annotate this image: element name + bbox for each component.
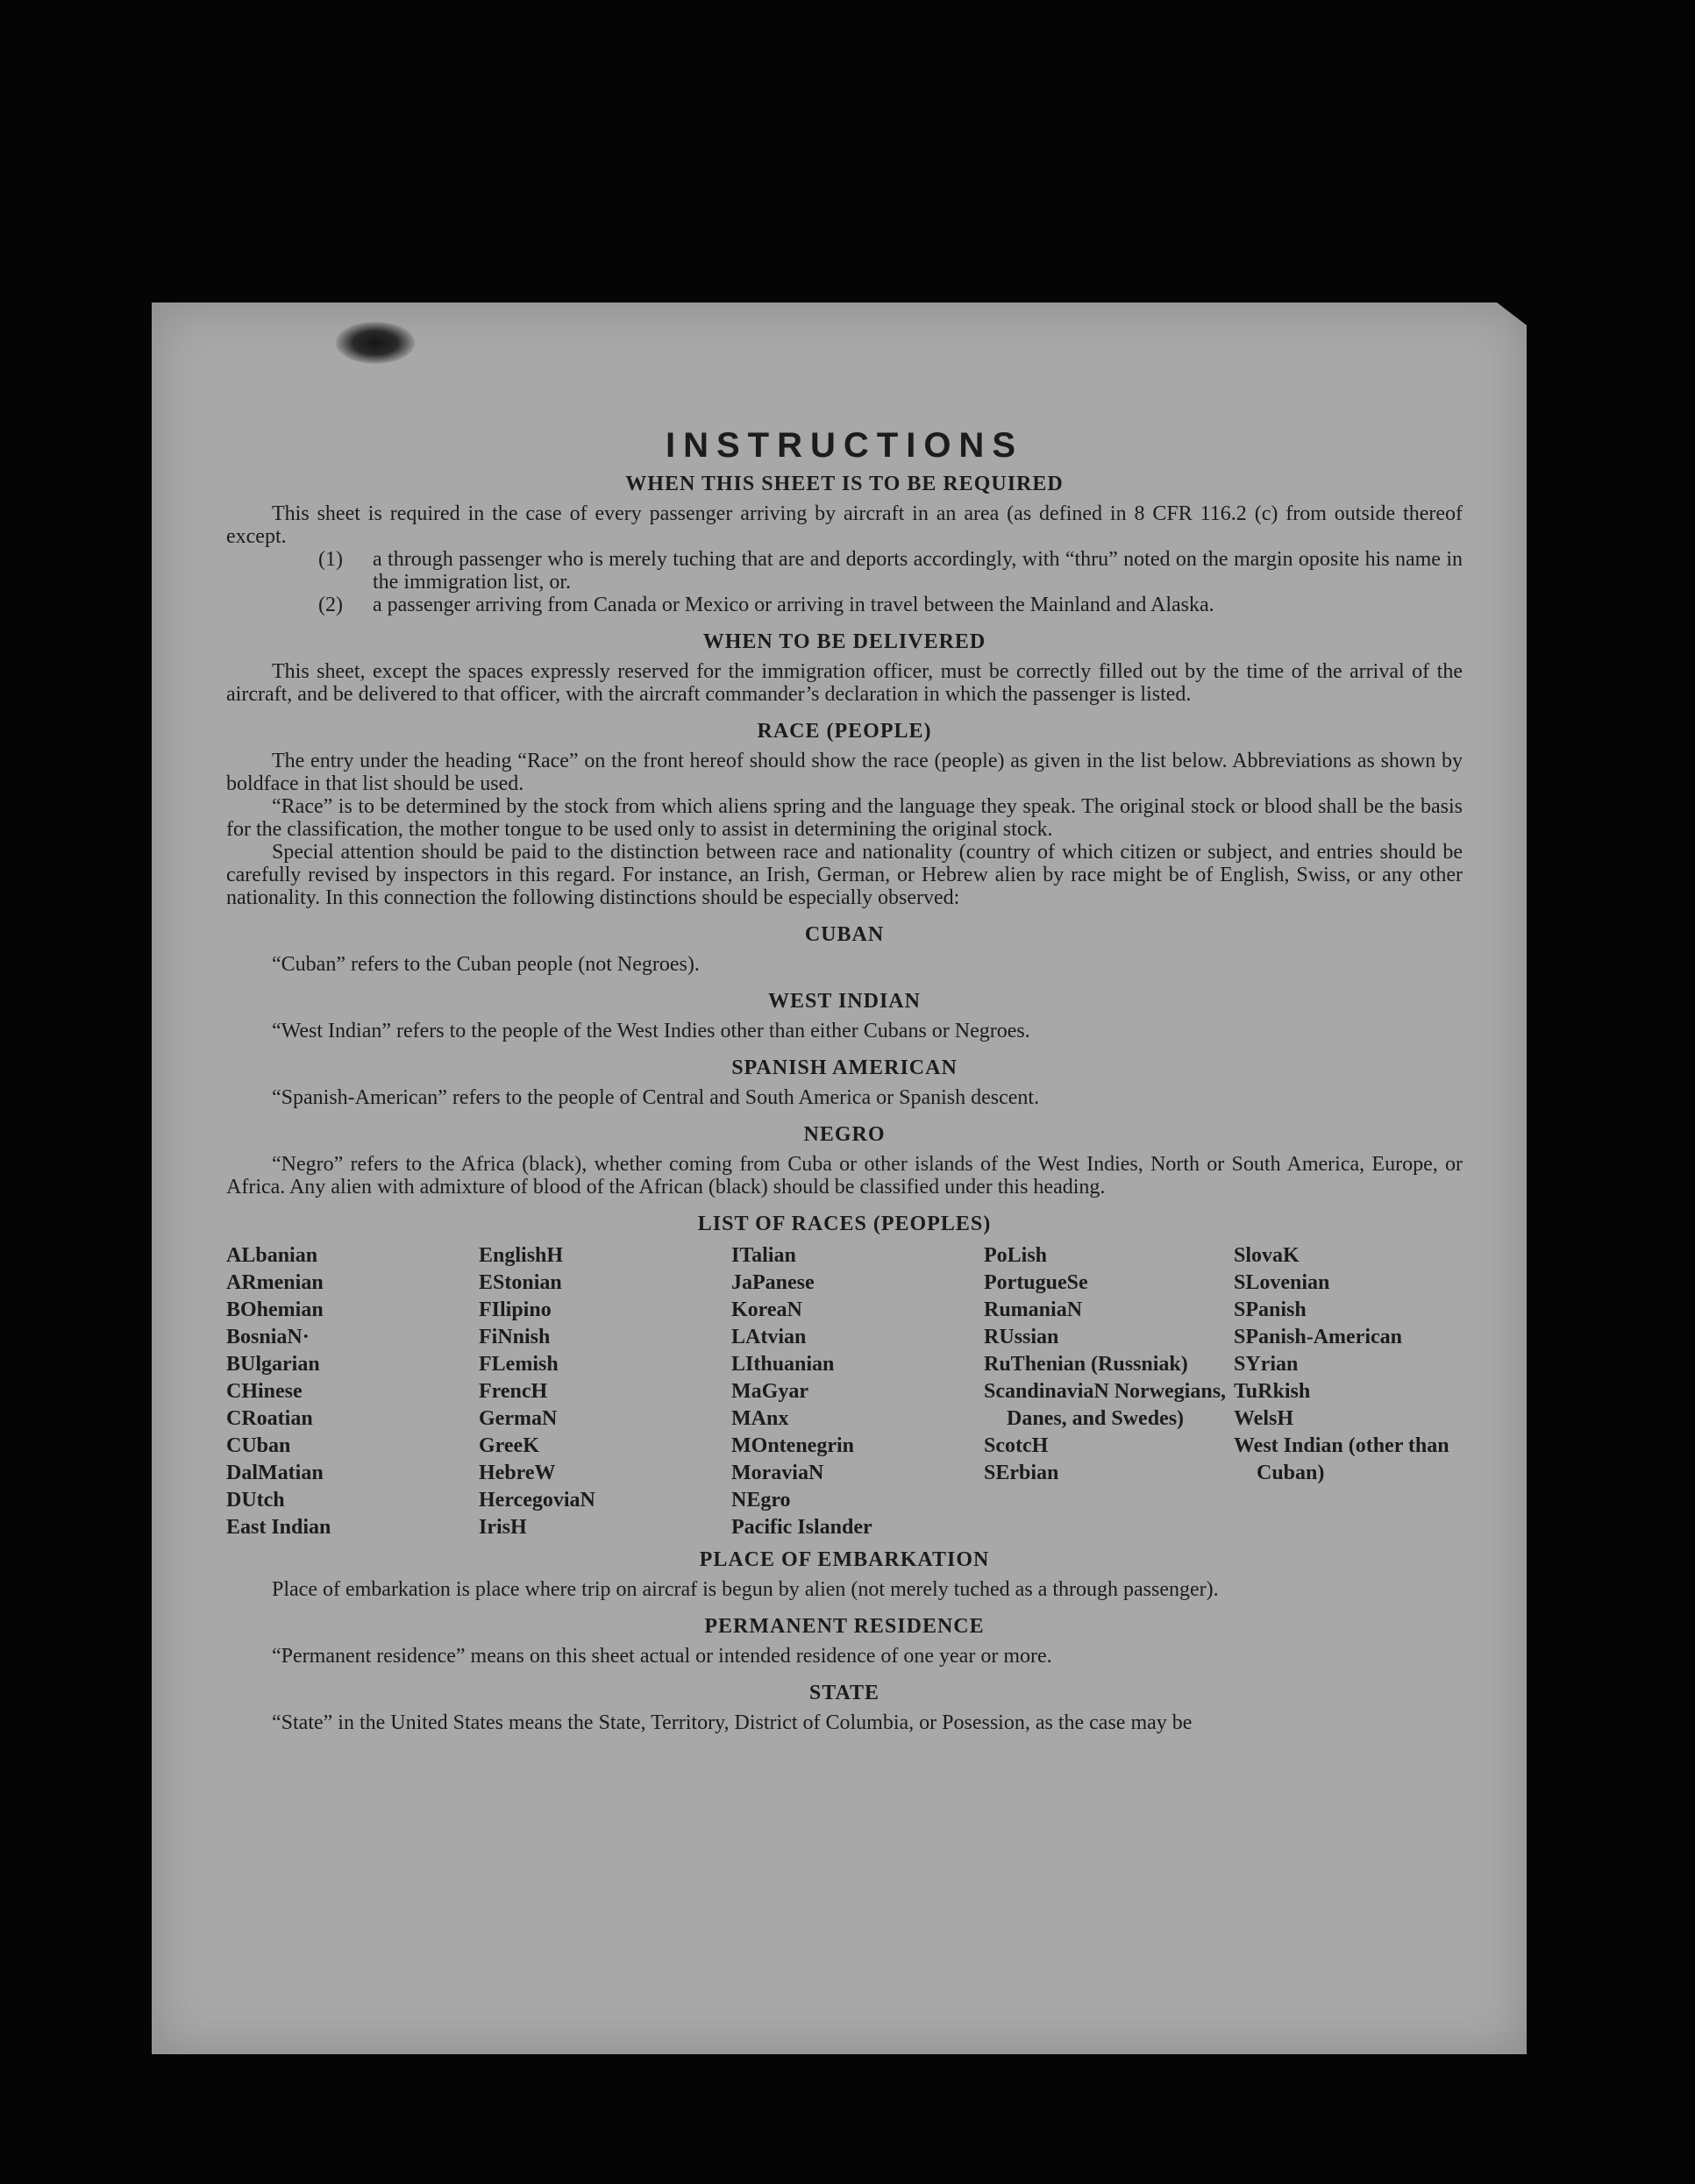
exception-item	[318, 548, 1463, 594]
race-entry: Pacific Islander	[731, 1516, 872, 1539]
exception-item	[318, 594, 1463, 616]
races-column	[226, 1242, 479, 1541]
race-entry: RUssian	[984, 1326, 1059, 1348]
heading-spanish-american: SPANISH AMERICAN	[731, 1056, 958, 1079]
section-place-of-embarkation	[226, 1578, 1463, 1601]
race-entry: DalMatian	[226, 1462, 324, 1484]
race-entry: RumaniaN	[984, 1298, 1083, 1321]
section-race	[226, 750, 1463, 909]
residence-text: “Permanent residence” means on this sheet actual or intended residence of one year or more.	[272, 1645, 1052, 1668]
race-entry: ITalian	[731, 1244, 796, 1267]
section-state	[226, 1711, 1463, 1734]
west-indian-text: “West Indian” refers to the people of the West Indies other than either Cubans or Negroes.	[272, 1020, 1030, 1042]
race-entry: EnglishH	[479, 1244, 564, 1267]
race-entry: SlovaK	[1234, 1244, 1300, 1267]
race-entry: ALbanian	[226, 1244, 318, 1267]
heading-race: RACE (PEOPLE)	[757, 720, 932, 743]
section-negro	[226, 1153, 1463, 1199]
heading-list-of-races: LIST OF RACES (PEOPLES)	[697, 1213, 992, 1235]
cuban-text: “Cuban” refers to the Cuban people (not Negroes).	[272, 953, 700, 976]
section-spanish-american	[226, 1086, 1463, 1109]
document-sheet	[152, 302, 1527, 2054]
races-column	[1234, 1242, 1463, 1541]
heading-when-delivered: WHEN TO BE DELIVERED	[702, 630, 986, 653]
section-when-delivered	[226, 660, 1463, 706]
delivered-text: This sheet, except the spaces expressly reserved for the immigration officer, must be correctly filled out by the time of the arrival of the aircraft, and be delivered to that officer, with the aircraft commander’s declaration in which the passenger is listed.	[226, 660, 1463, 706]
section-west-indian	[226, 1020, 1463, 1042]
race-entry: GreeK	[479, 1434, 539, 1457]
race-entry: SYrian	[1234, 1353, 1299, 1376]
race-entry: EStonian	[479, 1271, 562, 1294]
required-intro: This sheet is required in the case of every passenger arriving by aircraft in an area (as defined in 8 CFR 116.2 (c) from outside thereof except.	[226, 502, 1463, 548]
race-entry: MAnx	[731, 1407, 789, 1430]
race-entry: FIlipino	[479, 1298, 552, 1321]
race-entry: IrisH	[479, 1516, 527, 1539]
race-entry: CRoatian	[226, 1407, 313, 1430]
race-entry: TuRkish	[1234, 1380, 1311, 1403]
race-entry: East Indian	[226, 1516, 331, 1539]
exception-number: (1)	[318, 548, 343, 571]
folded-corner	[1497, 302, 1527, 325]
race-entry: SLovenian	[1234, 1271, 1330, 1294]
spanish-american-text: “Spanish-American” refers to the people of Central and South America or Spanish descent.	[272, 1086, 1040, 1109]
race-entry: SPanish-American	[1234, 1326, 1402, 1348]
section-when-required	[226, 502, 1463, 616]
exception-text: a through passenger who is merely tuching that are and deports accordingly, with “thru” noted on the margin oposite his name in the immigration list, or.	[373, 548, 1463, 594]
race-entry: SPanish	[1234, 1298, 1307, 1321]
race-entry: RuThenian (Russniak)	[984, 1353, 1188, 1376]
race-entry: NEgro	[731, 1489, 791, 1512]
races-column	[984, 1242, 1234, 1541]
race-entry: PortugueSe	[984, 1271, 1088, 1294]
race-paragraph: Special attention should be paid to the distinction between race and nationality (country of which citizen or subject, and entries should be carefully revised by inspectors in this regard. For instance, an Irish, German, or Hebrew alien by race might be of English, Swiss, or any other nationality. In this connection the following distinctions should be especially observed:	[226, 841, 1463, 909]
race-entry: ARmenian	[226, 1271, 324, 1294]
race-entry: West Indian (other than Cuban)	[1234, 1434, 1449, 1484]
heading-when-required: WHEN THIS SHEET IS TO BE REQUIRED	[625, 473, 1064, 495]
section-cuban	[226, 953, 1463, 976]
heading-place-of-embarkation: PLACE OF EMBARKATION	[699, 1548, 990, 1571]
race-entry: BOhemian	[226, 1298, 324, 1321]
race-entry: JaPanese	[731, 1271, 815, 1294]
race-entry: KoreaN	[731, 1298, 802, 1321]
races-list	[226, 1242, 1463, 1541]
race-entry: CHinese	[226, 1380, 303, 1403]
section-permanent-residence	[226, 1645, 1463, 1668]
race-paragraph: “Race” is to be determined by the stock from which aliens spring and the language they speak. The original stock or blood shall be the basis for the classification, the mother tongue to be used only to assist in determining the original stock.	[226, 795, 1463, 841]
race-entry: FiNnish	[479, 1326, 551, 1348]
race-entry: BosniaN·	[226, 1326, 310, 1348]
race-entry: LIthuanian	[731, 1353, 835, 1376]
races-column	[479, 1242, 731, 1541]
race-entry: LAtvian	[731, 1326, 807, 1348]
race-entry: ScotcH	[984, 1434, 1049, 1457]
race-entry: ScandinaviaN Norwegians, Danes, and Swedes)	[984, 1380, 1227, 1430]
negro-text: “Negro” refers to the Africa (black), whether coming from Cuba or other islands of the West Indies, North or South America, Europe, or Africa. Any alien with admixture of blood of the African (black) should be classified under this heading.	[226, 1153, 1463, 1199]
heading-state: STATE	[808, 1682, 880, 1704]
document-content	[226, 425, 1463, 1746]
race-entry: WelsH	[1234, 1407, 1294, 1430]
heading-negro: NEGRO	[803, 1123, 886, 1146]
races-column	[731, 1242, 984, 1541]
race-entry: FLemish	[479, 1353, 559, 1376]
race-entry: HebreW	[479, 1462, 556, 1484]
state-text: “State” in the United States means the State, Territory, District of Columbia, or Posession, as the case may be	[272, 1711, 1193, 1734]
race-entry: MaGyar	[731, 1380, 808, 1403]
race-entry: BUlgarian	[226, 1353, 320, 1376]
race-entry: DUtch	[226, 1489, 285, 1512]
race-entry: PoLish	[984, 1244, 1048, 1267]
heading-cuban: CUBAN	[804, 923, 885, 946]
race-entry: SErbian	[984, 1462, 1059, 1484]
exception-text: a passenger arriving from Canada or Mexico or arriving in travel between the Mainland and Alaska.	[373, 594, 1214, 616]
race-entry: MoraviaN	[731, 1462, 824, 1484]
race-entry: CUban	[226, 1434, 291, 1457]
race-entry: MOntenegrin	[731, 1434, 854, 1457]
race-paragraph: The entry under the heading “Race” on the front hereof should show the race (people) as given in the list below. Abbreviations as shown by boldface in that list should be used.	[226, 750, 1463, 795]
race-entry: FrencH	[479, 1380, 548, 1403]
race-entry: HercegoviaN	[479, 1489, 595, 1512]
ink-smudge	[336, 322, 415, 364]
page-title: INSTRUCTIONS	[666, 426, 1023, 465]
heading-west-indian: WEST INDIAN	[768, 990, 921, 1013]
heading-permanent-residence: PERMANENT RESIDENCE	[704, 1615, 985, 1638]
race-entry: GermaN	[479, 1407, 558, 1430]
embarkation-text: Place of embarkation is place where trip on aircraf is begun by alien (not merely tuched as a through passenger).	[272, 1578, 1219, 1601]
exception-number: (2)	[318, 594, 343, 616]
